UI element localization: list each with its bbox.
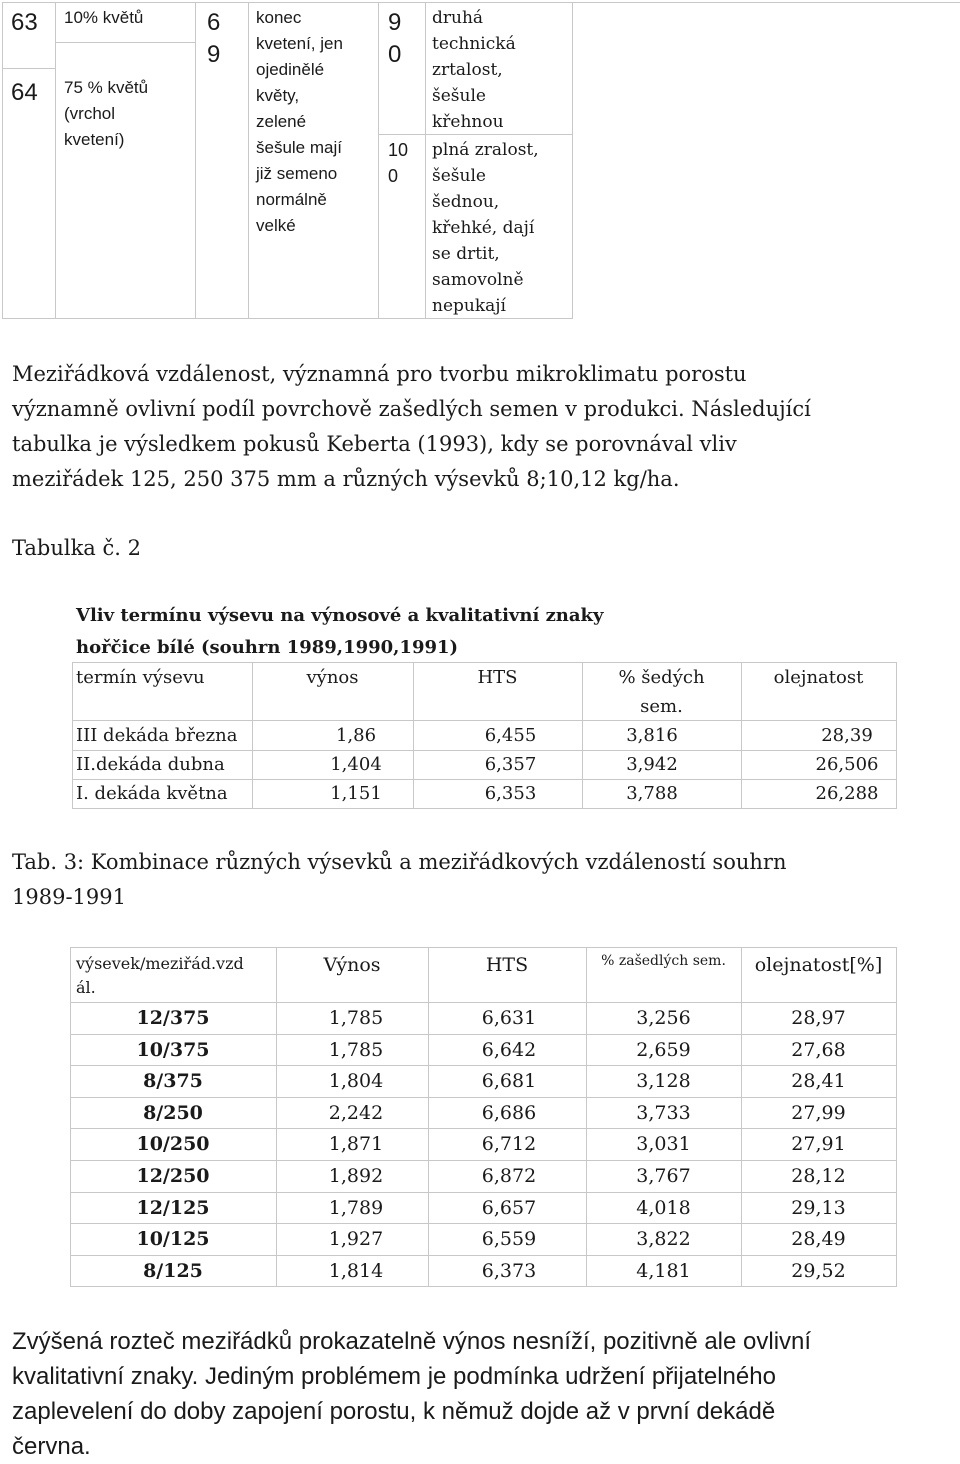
table3-row-label: 10/125 (136, 1228, 210, 1250)
stage-desc-64-line3: kvetení) (64, 130, 125, 149)
table3-cell: 3,822 (636, 1228, 691, 1250)
table2-cell: 3,816 (626, 725, 678, 746)
table3-cell: 6,712 (481, 1133, 537, 1155)
table3-cell: 1,785 (328, 1039, 384, 1061)
stage-col4-line: kvetení, jen (256, 34, 343, 53)
stage-col5-top1: 9 (388, 9, 402, 36)
table2-cell: II.dekáda dubna (76, 754, 225, 775)
paragraph-line: kvalitativní znaky. Jediným problémem je podmínka udržení přijatelného (12, 1363, 776, 1390)
table3-header-first-line2: ál. (76, 978, 96, 997)
stage-col6-line: se drtit, (432, 244, 500, 264)
table3-cell: 1,804 (328, 1070, 384, 1092)
table3-cell: 6,657 (481, 1197, 537, 1219)
table3-cell: 1,789 (328, 1197, 384, 1219)
table2-cell: 6,455 (484, 725, 537, 746)
table3-cell: 4,181 (636, 1260, 691, 1282)
table3-cell: 3,128 (636, 1070, 691, 1092)
table3-cell: 3,767 (636, 1165, 691, 1187)
table3-caption-line1: Tab. 3: Kombinace různých výsevků a meziřádkových vzdáleností souhrn (12, 850, 787, 874)
stage-col5-top2: 0 (388, 41, 402, 68)
table2-title-line1: Vliv termínu výsevu na výnosové a kvalitativní znaky (76, 605, 604, 626)
stage-desc-64-line2: (vrchol (64, 104, 116, 123)
table3-row-label: 12/125 (136, 1197, 210, 1219)
table2-cell: I. dekáda května (76, 783, 228, 804)
table3-cell: 6,681 (481, 1070, 537, 1092)
stage-col6-line: zrtalost, (432, 60, 503, 80)
table3-cell: 4,018 (636, 1197, 691, 1219)
table3-cell: 29,52 (791, 1260, 846, 1282)
table2-header-term: termín výsevu (76, 667, 205, 688)
table2-cell: III dekáda března (76, 725, 238, 746)
table3-row-label: 10/375 (136, 1039, 210, 1061)
table3-cell: 2,242 (328, 1102, 384, 1124)
stage-col6-line: nepukají (432, 296, 506, 316)
table2-cell: 26,506 (815, 754, 879, 775)
paragraph-line: června. (12, 1433, 91, 1460)
table3-cell: 1,892 (328, 1165, 384, 1187)
stage-code-63: 63 (11, 9, 38, 36)
table2-header-hts: HTS (477, 667, 518, 688)
table2-cell: 1,404 (330, 754, 382, 775)
table3-cell: 28,12 (791, 1165, 846, 1187)
paragraph-line: Zvýšená rozteč meziřádků prokazatelně výnos nesníží, pozitivně ale ovlivní (12, 1328, 812, 1355)
table3-cell: 1,927 (328, 1228, 384, 1250)
stage-col4-line: ojedinělé (256, 60, 325, 79)
stage-col6-line: samovolně (432, 270, 524, 290)
table3-cell: 6,642 (481, 1039, 537, 1061)
stage-desc-64-line1: 75 % květů (64, 78, 149, 97)
table3-cell: 29,13 (791, 1197, 846, 1219)
stage-col6-line: šešule (432, 86, 486, 106)
table3-cell: 6,686 (481, 1102, 537, 1124)
table2-header-grey: % šedých (618, 667, 705, 688)
stage-col4-line: zelené (256, 112, 307, 131)
paragraph-line: meziřádek 125, 250 375 mm a různých výsevků 8;10,12 kg/ha. (12, 467, 680, 491)
table2-header-yield: výnos (306, 667, 359, 688)
stage-col6-line: plná zralost, (432, 140, 539, 160)
table3-cell: 3,256 (636, 1007, 691, 1029)
table2-cell: 3,788 (626, 783, 678, 804)
paragraph-line: významně ovlivní podíl povrchově zašedlých semen v produkci. Následující (12, 397, 811, 421)
table2-header-oil: olejnatost (773, 667, 864, 688)
stage-code-64: 64 (11, 79, 38, 106)
table3-header-hts: HTS (485, 954, 529, 976)
table3-cell: 3,031 (636, 1133, 691, 1155)
table3-cell: 3,733 (636, 1102, 691, 1124)
table3-row-label: 12/250 (136, 1165, 210, 1187)
table2-cell: 3,942 (626, 754, 678, 775)
table3-header-yield: Výnos (323, 954, 381, 976)
table3-header-first-line1: výsevek/meziřád.vzd (76, 954, 244, 973)
stage-col6-line: šešule (432, 166, 486, 186)
table3-cell: 28,97 (791, 1007, 846, 1029)
table3-cell: 1,814 (328, 1260, 384, 1282)
paragraph-line: Meziřádková vzdálenost, významná pro tvorbu mikroklimatu porostu (12, 362, 747, 386)
table3-row-label: 8/125 (143, 1260, 203, 1282)
table3-row-label: 10/250 (136, 1133, 210, 1155)
table3-row-label: 8/250 (143, 1102, 203, 1124)
stage-col4-line: normálně (256, 190, 327, 209)
stage-col4-line: květy, (256, 86, 300, 105)
stage-col6-line: křehnou (432, 112, 504, 132)
stage-col6-line: druhá (432, 8, 484, 28)
table2-cell: 26,288 (815, 783, 879, 804)
stage-col6-line: technická (432, 34, 516, 54)
table3-cell: 6,872 (481, 1165, 537, 1187)
stage-col6-line: šednou, (432, 192, 500, 212)
table3-cell: 28,41 (791, 1070, 846, 1092)
stage-col4-line: šešule mají (256, 138, 342, 157)
table3-cell: 1,785 (328, 1007, 384, 1029)
table2-label: Tabulka č. 2 (12, 536, 141, 560)
table3-cell: 2,659 (636, 1039, 691, 1061)
stage-col6-line: křehké, dají (432, 218, 535, 238)
stage-col3-digit2: 9 (207, 41, 221, 68)
table2-cell: 1,151 (330, 783, 382, 804)
table3-cell: 27,91 (791, 1133, 846, 1155)
stage-col4-line: konec (256, 8, 302, 27)
stage-col5-bottom2: 0 (388, 166, 399, 186)
table3-cell: 6,373 (481, 1260, 537, 1282)
table2-cell: 28,39 (821, 725, 873, 746)
table3-row-label: 8/375 (143, 1070, 203, 1092)
table3-row-label: 12/375 (136, 1007, 210, 1029)
stage-desc-63: 10% květů (64, 8, 144, 27)
paragraph-line: zaplevelení do doby zapojení porostu, k němuž dojde až v první dekádě (12, 1398, 776, 1425)
paragraph-line: tabulka je výsledkem pokusů Keberta (1993), kdy se porovnával vliv (12, 432, 737, 456)
stage-col5-bottom1: 10 (388, 140, 409, 160)
table2-header-grey-sub: sem. (640, 696, 683, 717)
stage-col4-line: již semeno (256, 164, 338, 183)
table3-caption-line2: 1989-1991 (12, 885, 126, 909)
table3-cell: 6,631 (481, 1007, 537, 1029)
table3-header-grey: % zašedlých sem. (601, 953, 726, 969)
table3-cell: 1,871 (328, 1133, 384, 1155)
table3-cell: 27,99 (791, 1102, 846, 1124)
table2-title-line2: hořčice bílé (souhrn 1989,1990,1991) (76, 637, 459, 658)
table3-header-oil: olejnatost[%] (754, 954, 883, 976)
table2-cell: 6,357 (484, 754, 537, 775)
table3-cell: 6,559 (481, 1228, 537, 1250)
stage-col4-line: velké (256, 216, 296, 235)
table3-cell: 27,68 (791, 1039, 846, 1061)
table2-cell: 6,353 (484, 783, 537, 804)
stage-col3-digit1: 6 (207, 9, 221, 36)
table2-cell: 1,86 (335, 725, 377, 746)
table3-cell: 28,49 (791, 1228, 846, 1250)
